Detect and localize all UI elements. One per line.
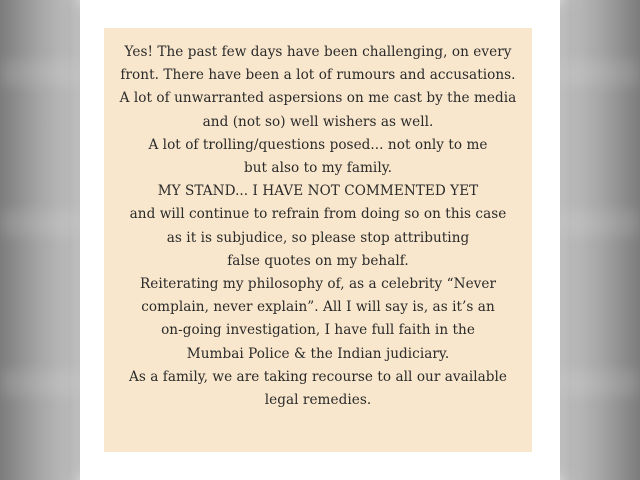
- statement-line: MY STAND... I HAVE NOT COMMENTED YET: [157, 183, 479, 200]
- statement-line: A lot of trolling/questions posed... not only to me: [148, 136, 488, 153]
- statement-line: and will continue to refrain from doing so on this case: [129, 206, 507, 223]
- statement-line: As a family, we are taking recourse to all our available: [128, 368, 508, 385]
- statement-line: Yes! The past few days have been challenging, on every: [124, 44, 512, 60]
- statement-line: complain, never explain”. All I will say is, as it’s an: [141, 299, 495, 316]
- statement-note: [104, 28, 532, 452]
- statement-line: but also to my family.: [243, 160, 393, 177]
- statement-line: front. There have been a lot of rumours and accusations.: [120, 67, 516, 84]
- statement-card: [80, 0, 560, 480]
- statement-line: A lot of unwarranted aspersions on me cast by the media: [119, 90, 517, 107]
- statement-line: as it is subjudice, so please stop attributing: [166, 229, 470, 246]
- statement-text: [104, 41, 532, 412]
- statement-line: Reiterating my philosophy of, as a celebrity “Never: [139, 276, 497, 293]
- statement-line: Mumbai Police & the Indian judiciary.: [186, 345, 450, 362]
- statement-line: legal remedies.: [264, 392, 372, 409]
- statement-line: false quotes on my behalf.: [227, 252, 409, 269]
- statement-line: and (not so) well wishers as well.: [202, 113, 434, 130]
- statement-line: on-going investigation, I have full faith in the: [161, 322, 475, 339]
